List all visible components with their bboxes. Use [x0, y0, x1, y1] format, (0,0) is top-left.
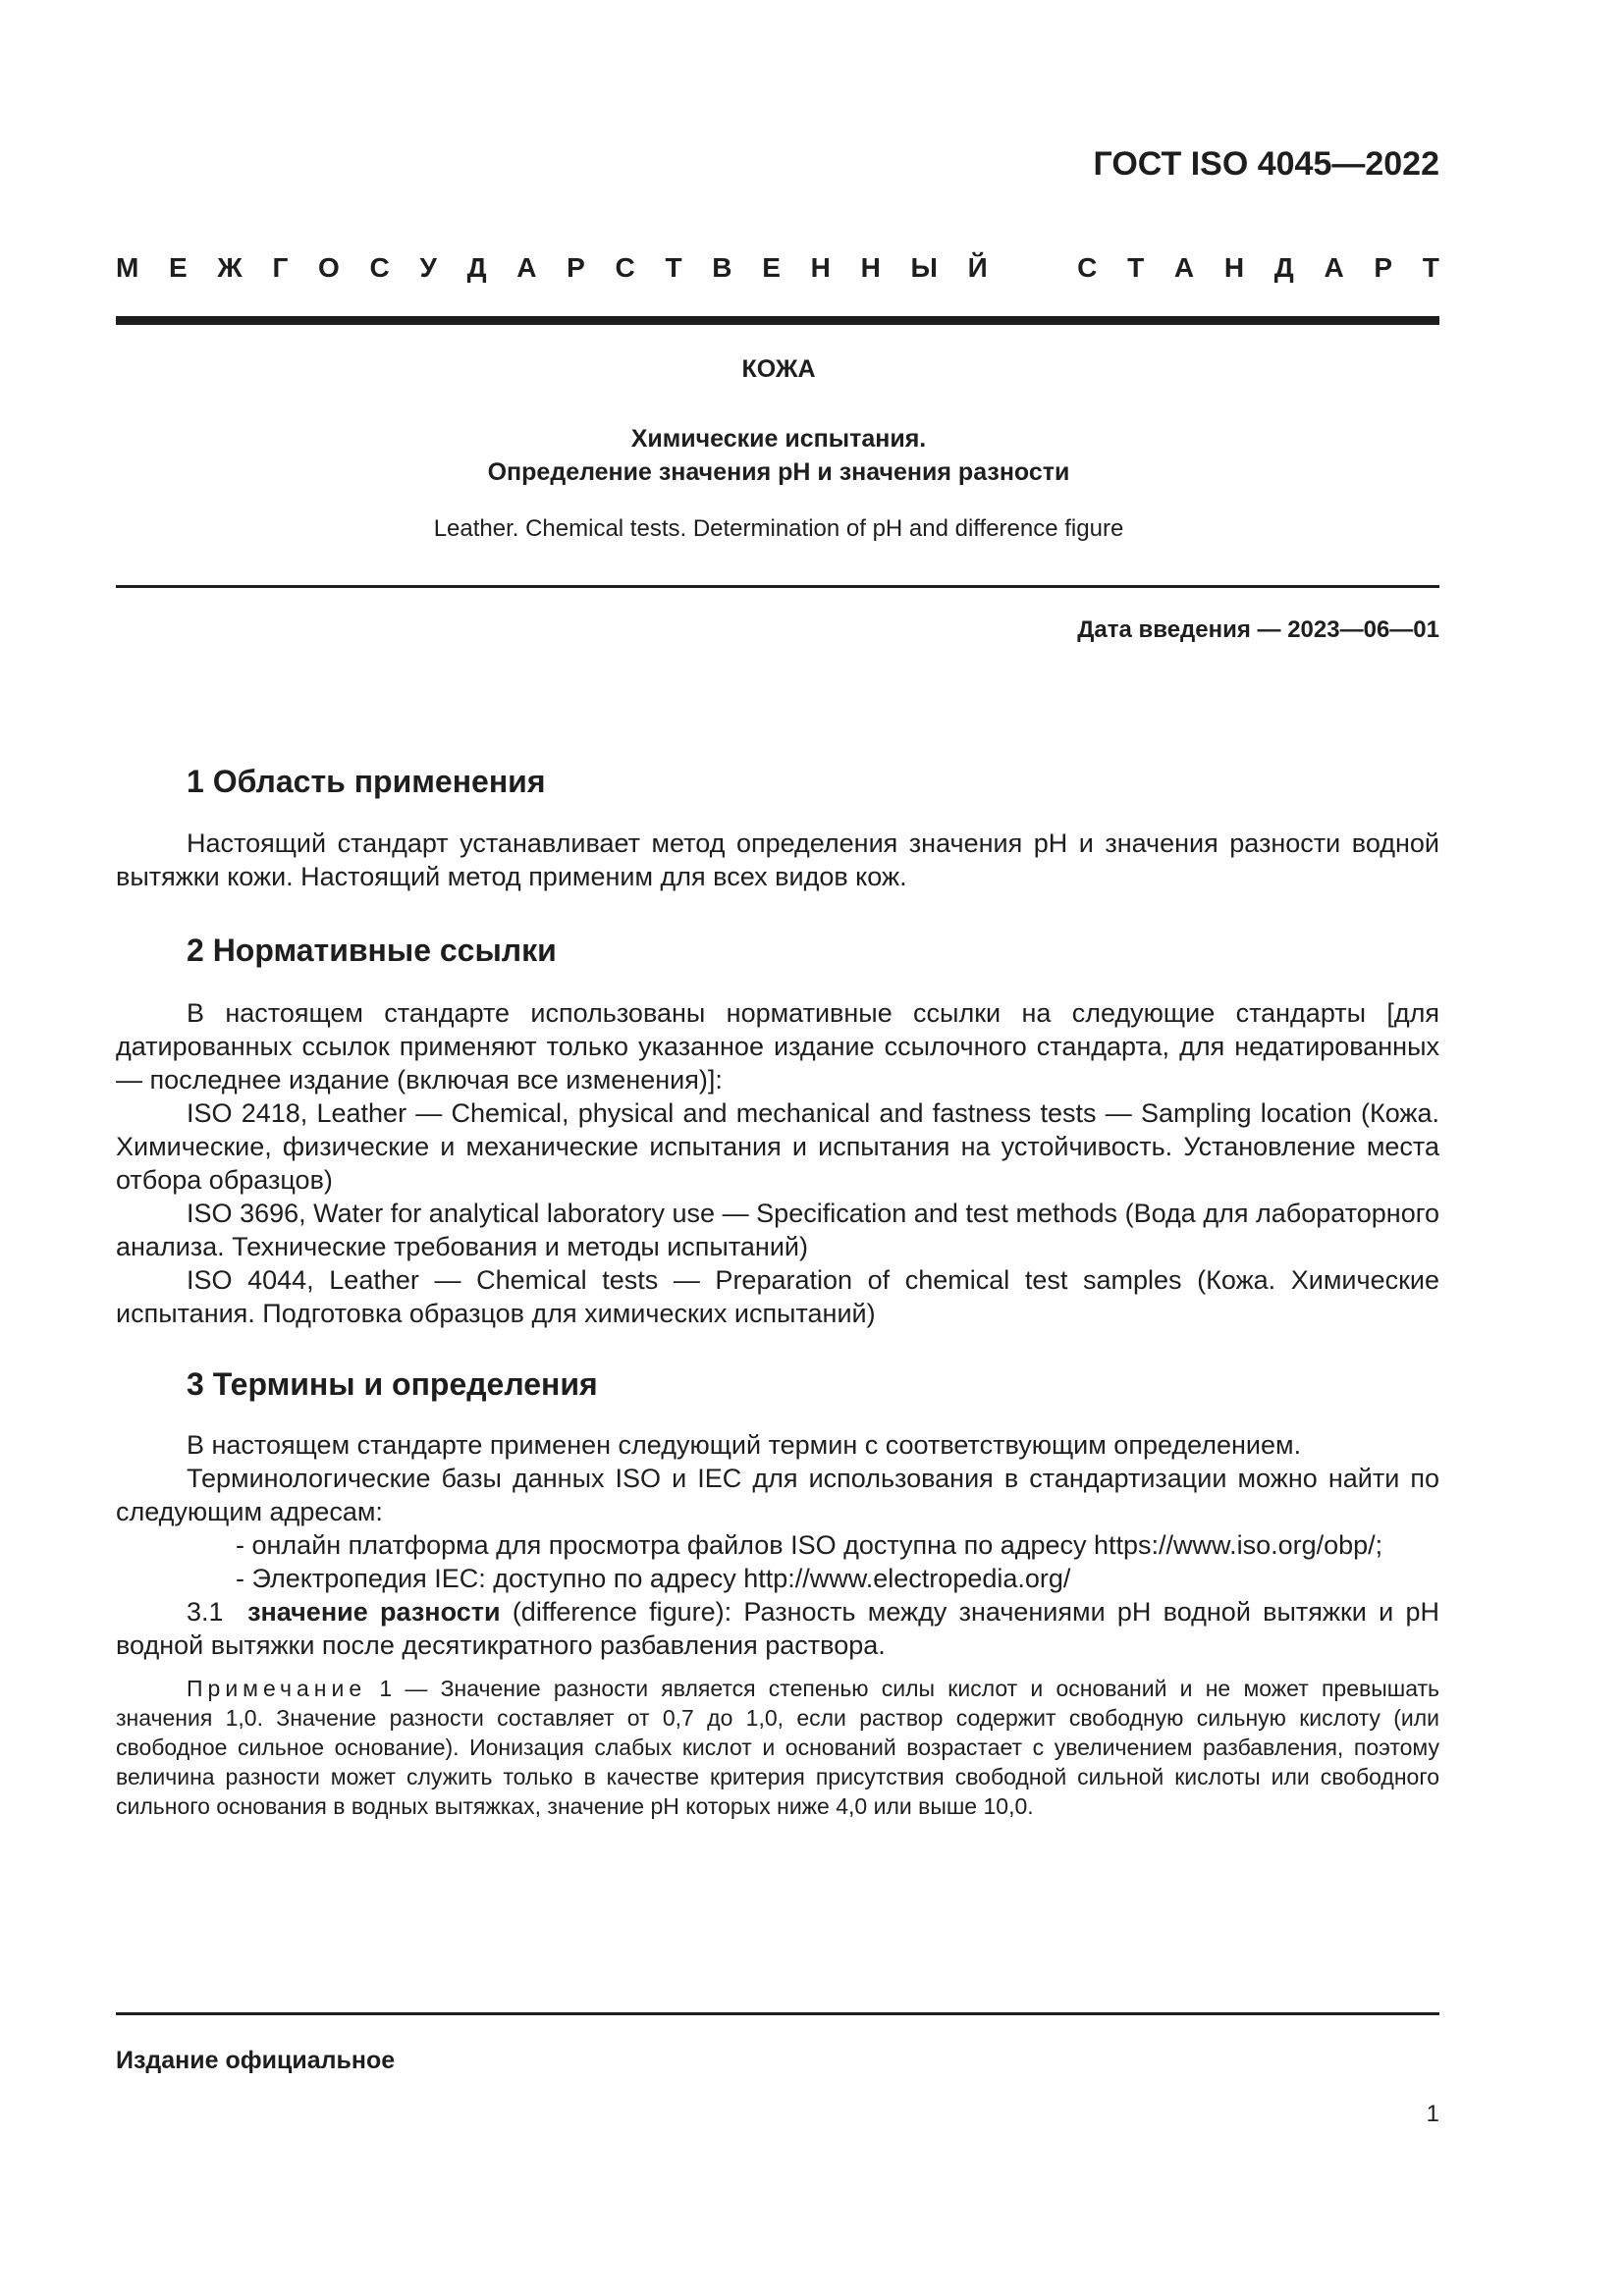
standard-type-letter: Н	[810, 252, 831, 283]
paragraph: Настоящий стандарт устанавливает метод определения значения рН и значения разности водной вытяжки кожи. Настоящий метод применим для всех видов кож.	[116, 828, 1439, 891]
note-label: Примечание	[187, 1676, 367, 1701]
paragraph: В настоящем стандарте использованы нормативные ссылки на следующие стандарты [для датированных ссылок применяют только указанное издание ссылочного стандарта, для недатированных — последнее издание (включая все изменения)]:	[116, 998, 1439, 1095]
term-name: значение разности	[247, 1597, 501, 1627]
reference-item: ISO 2418, Leather — Chemical, physical and mechanical and fastness tests — Sampling location (Кожа. Химические, физические и механические испытания и испытания на устойчивость. Установление места отбора образцов)	[116, 1098, 1439, 1195]
standard-type-letter: В	[712, 252, 732, 283]
term-number: 3.1	[187, 1597, 224, 1627]
list-item: - онлайн платформа для просмотра файлов ISO доступна по адресу https://www.iso.org/obp/;	[236, 1530, 1383, 1560]
doc-title-english: Leather. Chemical tests. Determination of pH and difference figure	[433, 515, 1124, 542]
intro-date: Дата введения — 2023—06—01	[1077, 616, 1439, 643]
standard-type-letter: Е	[762, 252, 781, 283]
note	[116, 1674, 1439, 1821]
doc-subtitle-line: Химические испытания.	[630, 425, 927, 453]
standard-type-letter: У	[419, 252, 437, 283]
note-text: 1 — Значение разности является степенью силы кислот и оснований и не может превышать значения 1,0. Значение разности составляет от 0,7 до 1,0, если раствор содержит свободную сильную кислоту (или свободное сильное основание). Ионизация слабых кислот и оснований возрастает с увеличением разбавления, поэтому величина разности может служить только в качестве критерия присутствия свободной сильной кислоты или свободного сильного основания в водных вытяжках, значение рН которых ниже 4,0 или выше 10,0.	[116, 1676, 1440, 1819]
standard-type-letter: Т	[665, 252, 682, 283]
paragraph: В настоящем стандарте применен следующий термин с соответствующим определением.	[187, 1430, 1302, 1460]
standard-type-letter: Ж	[217, 252, 243, 283]
term-definition	[116, 1595, 1439, 1662]
standard-type-letter: Т	[1127, 252, 1145, 283]
section-body	[116, 1428, 1439, 1662]
standard-type-letter: А	[1173, 252, 1195, 283]
standard-type-letter: Й	[967, 252, 988, 283]
standard-type-letter: Р	[1374, 252, 1393, 283]
reference-item: ISO 3696, Water for analytical laboratory use — Specification and test methods (Вода для лабораторного анализа. Технические требования и методы испытаний)	[116, 1199, 1439, 1261]
doc-subtitle-line: Определение значения рН и значения разности	[487, 458, 1070, 486]
header-divider	[116, 316, 1439, 325]
section-body	[116, 996, 1439, 1330]
doc-number: ГОСТ ISO 4045—2022	[1093, 145, 1439, 183]
standard-type-letter: Д	[1273, 252, 1294, 283]
standard-type-letter: М	[116, 252, 139, 283]
standard-type-letter: А	[516, 252, 537, 283]
standard-type-letter: Д	[466, 252, 487, 283]
standard-type-letter: С	[615, 252, 635, 283]
standard-type-letter: Н	[1223, 252, 1245, 283]
standard-type-letter: Ы	[910, 252, 938, 283]
standard-type-letter: С	[1077, 252, 1098, 283]
standard-type-letter: Г	[272, 252, 289, 283]
section-heading: 3 Термины и определения	[187, 1366, 598, 1402]
standard-type-letter: Н	[860, 252, 881, 283]
doc-title: КОЖА	[741, 355, 816, 383]
list-item: - Электропедия IEC: доступно по адресу http://www.electropedia.org/	[236, 1564, 1071, 1593]
edition-label: Издание официальное	[116, 2047, 396, 2074]
standard-type-letter: С	[369, 252, 390, 283]
word-gap	[1017, 252, 1047, 284]
title-divider	[116, 585, 1439, 588]
doc-subtitle	[0, 422, 1557, 489]
footer-divider	[116, 2012, 1439, 2015]
standard-type-letter: О	[318, 252, 340, 283]
standard-type-letter: А	[1324, 252, 1344, 283]
standard-type-letter: Р	[567, 252, 585, 283]
standard-type-letter: Т	[1422, 252, 1439, 283]
section-body	[116, 827, 1439, 893]
section-heading: 1 Область применения	[187, 764, 546, 799]
term-definition-text: (difference figure): Разность между значениями рН водной вытяжки и рН водной вытяжки после десятикратного разбавления раствора.	[116, 1597, 1439, 1660]
page-number: 1	[1426, 2101, 1439, 2127]
standard-type-letter: Е	[169, 252, 188, 283]
standard-type	[116, 252, 1439, 284]
section-heading: 2 Нормативные ссылки	[187, 933, 557, 968]
paragraph: Терминологические базы данных ISO и IEC для использования в стандартизации можно найти по следующим адресам:	[116, 1464, 1439, 1526]
reference-item: ISO 4044, Leather — Chemical tests — Preparation of chemical test samples (Кожа. Химические испытания. Подготовка образцов для химических испытаний)	[116, 1265, 1439, 1328]
